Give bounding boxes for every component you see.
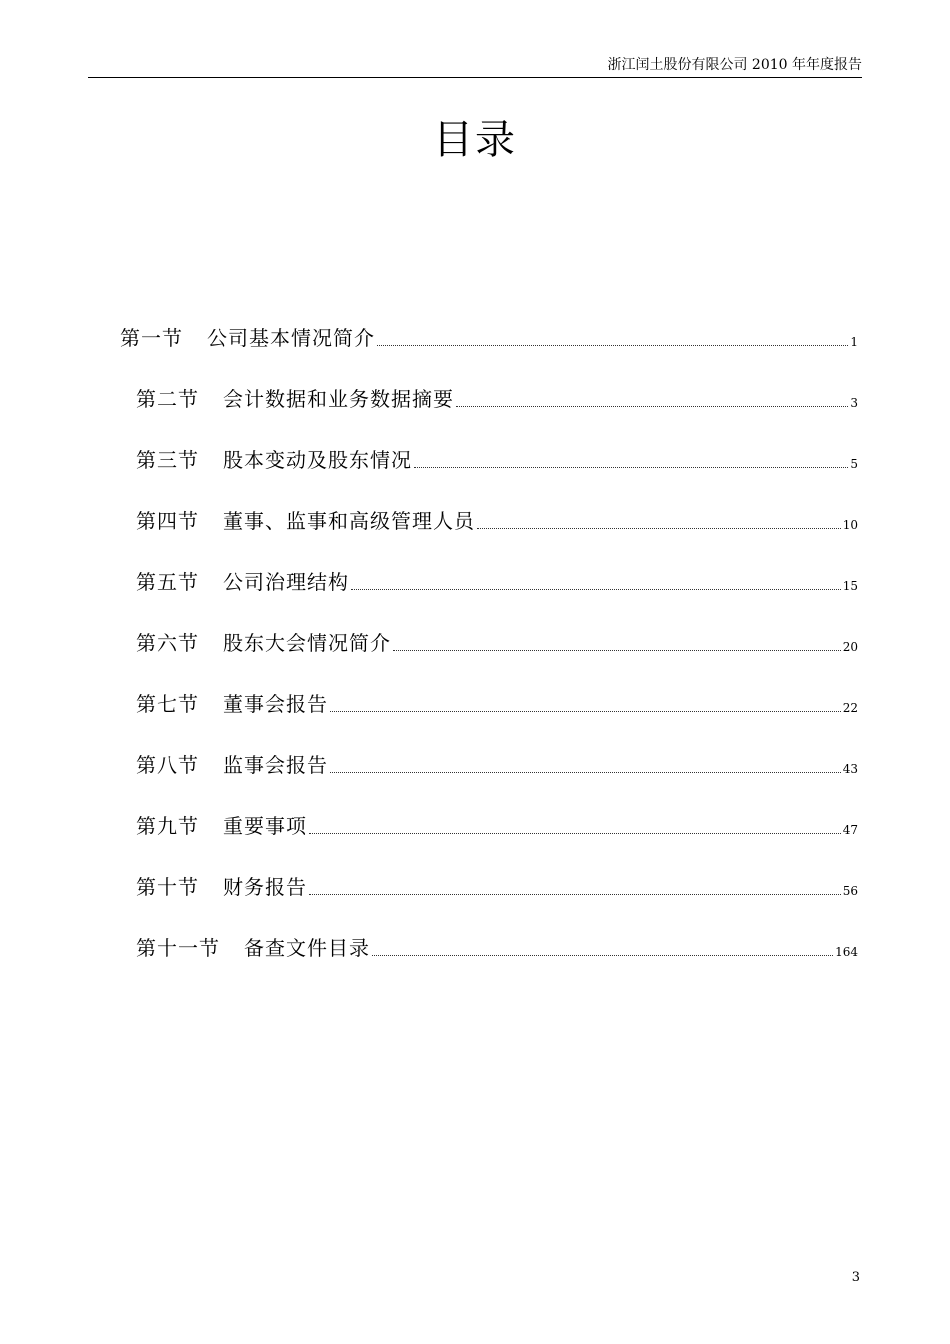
toc-section-number: 第十节 (136, 875, 199, 899)
toc-page-number: 5 (850, 457, 858, 471)
toc-section-number: 第十一节 (136, 936, 220, 960)
toc-section-number: 第九节 (136, 814, 199, 838)
toc-page-number: 43 (842, 762, 858, 776)
toc-entry[interactable] (136, 446, 858, 472)
toc-page-number: 3 (850, 396, 858, 410)
toc-page-number: 164 (835, 945, 858, 959)
toc-section-title: 董事、监事和高级管理人员 (223, 509, 475, 533)
toc-leader-dots (477, 528, 841, 529)
toc-page-number: 22 (842, 701, 858, 715)
toc-section-number: 第三节 (136, 448, 199, 472)
toc-page-number: 47 (842, 823, 858, 837)
toc-section-title: 股本变动及股东情况 (223, 448, 412, 472)
toc-section-title: 重要事项 (223, 814, 307, 838)
toc-leader-dots (377, 345, 848, 346)
toc-section-title: 股东大会情况简介 (223, 631, 391, 655)
toc-section-title: 会计数据和业务数据摘要 (223, 387, 454, 411)
toc-leader-dots (372, 955, 833, 956)
toc-entry[interactable] (136, 873, 858, 899)
toc-leader-dots (309, 833, 841, 834)
toc-page-number: 56 (842, 884, 858, 898)
toc-entry[interactable] (136, 934, 858, 960)
toc-leader-dots (330, 772, 841, 773)
toc-leader-dots (393, 650, 841, 651)
toc-section-number: 第四节 (136, 509, 199, 533)
toc-leader-dots (309, 894, 841, 895)
toc-entry[interactable] (136, 812, 858, 838)
toc-section-number: 第一节 (120, 326, 183, 350)
toc-section-number: 第五节 (136, 570, 199, 594)
toc-section-title: 监事会报告 (223, 753, 328, 777)
toc-section-number: 第六节 (136, 631, 199, 655)
toc-entry[interactable] (120, 324, 858, 350)
toc-section-title: 备查文件目录 (244, 936, 370, 960)
toc-section-title: 董事会报告 (223, 692, 328, 716)
page-title: 目录 (433, 117, 517, 163)
toc-section-title: 公司治理结构 (223, 570, 349, 594)
toc-entry[interactable] (136, 751, 858, 777)
toc-section-title: 财务报告 (223, 875, 307, 899)
toc-entry[interactable] (136, 629, 858, 655)
toc-leader-dots (330, 711, 841, 712)
toc-section-number: 第二节 (136, 387, 199, 411)
toc-entry[interactable] (136, 690, 858, 716)
toc-entry[interactable] (136, 507, 858, 533)
toc-page-number: 10 (842, 518, 858, 532)
toc-leader-dots (351, 589, 841, 590)
running-header: 浙江闰土股份有限公司 2010 年年度报告 (607, 57, 862, 73)
toc-section-number: 第八节 (136, 753, 199, 777)
toc-leader-dots (456, 406, 848, 407)
toc-entry[interactable] (136, 568, 858, 594)
toc-entry[interactable] (136, 385, 858, 411)
toc-leader-dots (414, 467, 848, 468)
toc-page-number: 20 (842, 640, 858, 654)
page-number: 3 (851, 1270, 860, 1285)
toc-page-number: 15 (842, 579, 858, 593)
toc-section-title: 公司基本情况简介 (207, 326, 375, 350)
toc-page-number: 1 (850, 335, 858, 349)
toc-section-number: 第七节 (136, 692, 199, 716)
